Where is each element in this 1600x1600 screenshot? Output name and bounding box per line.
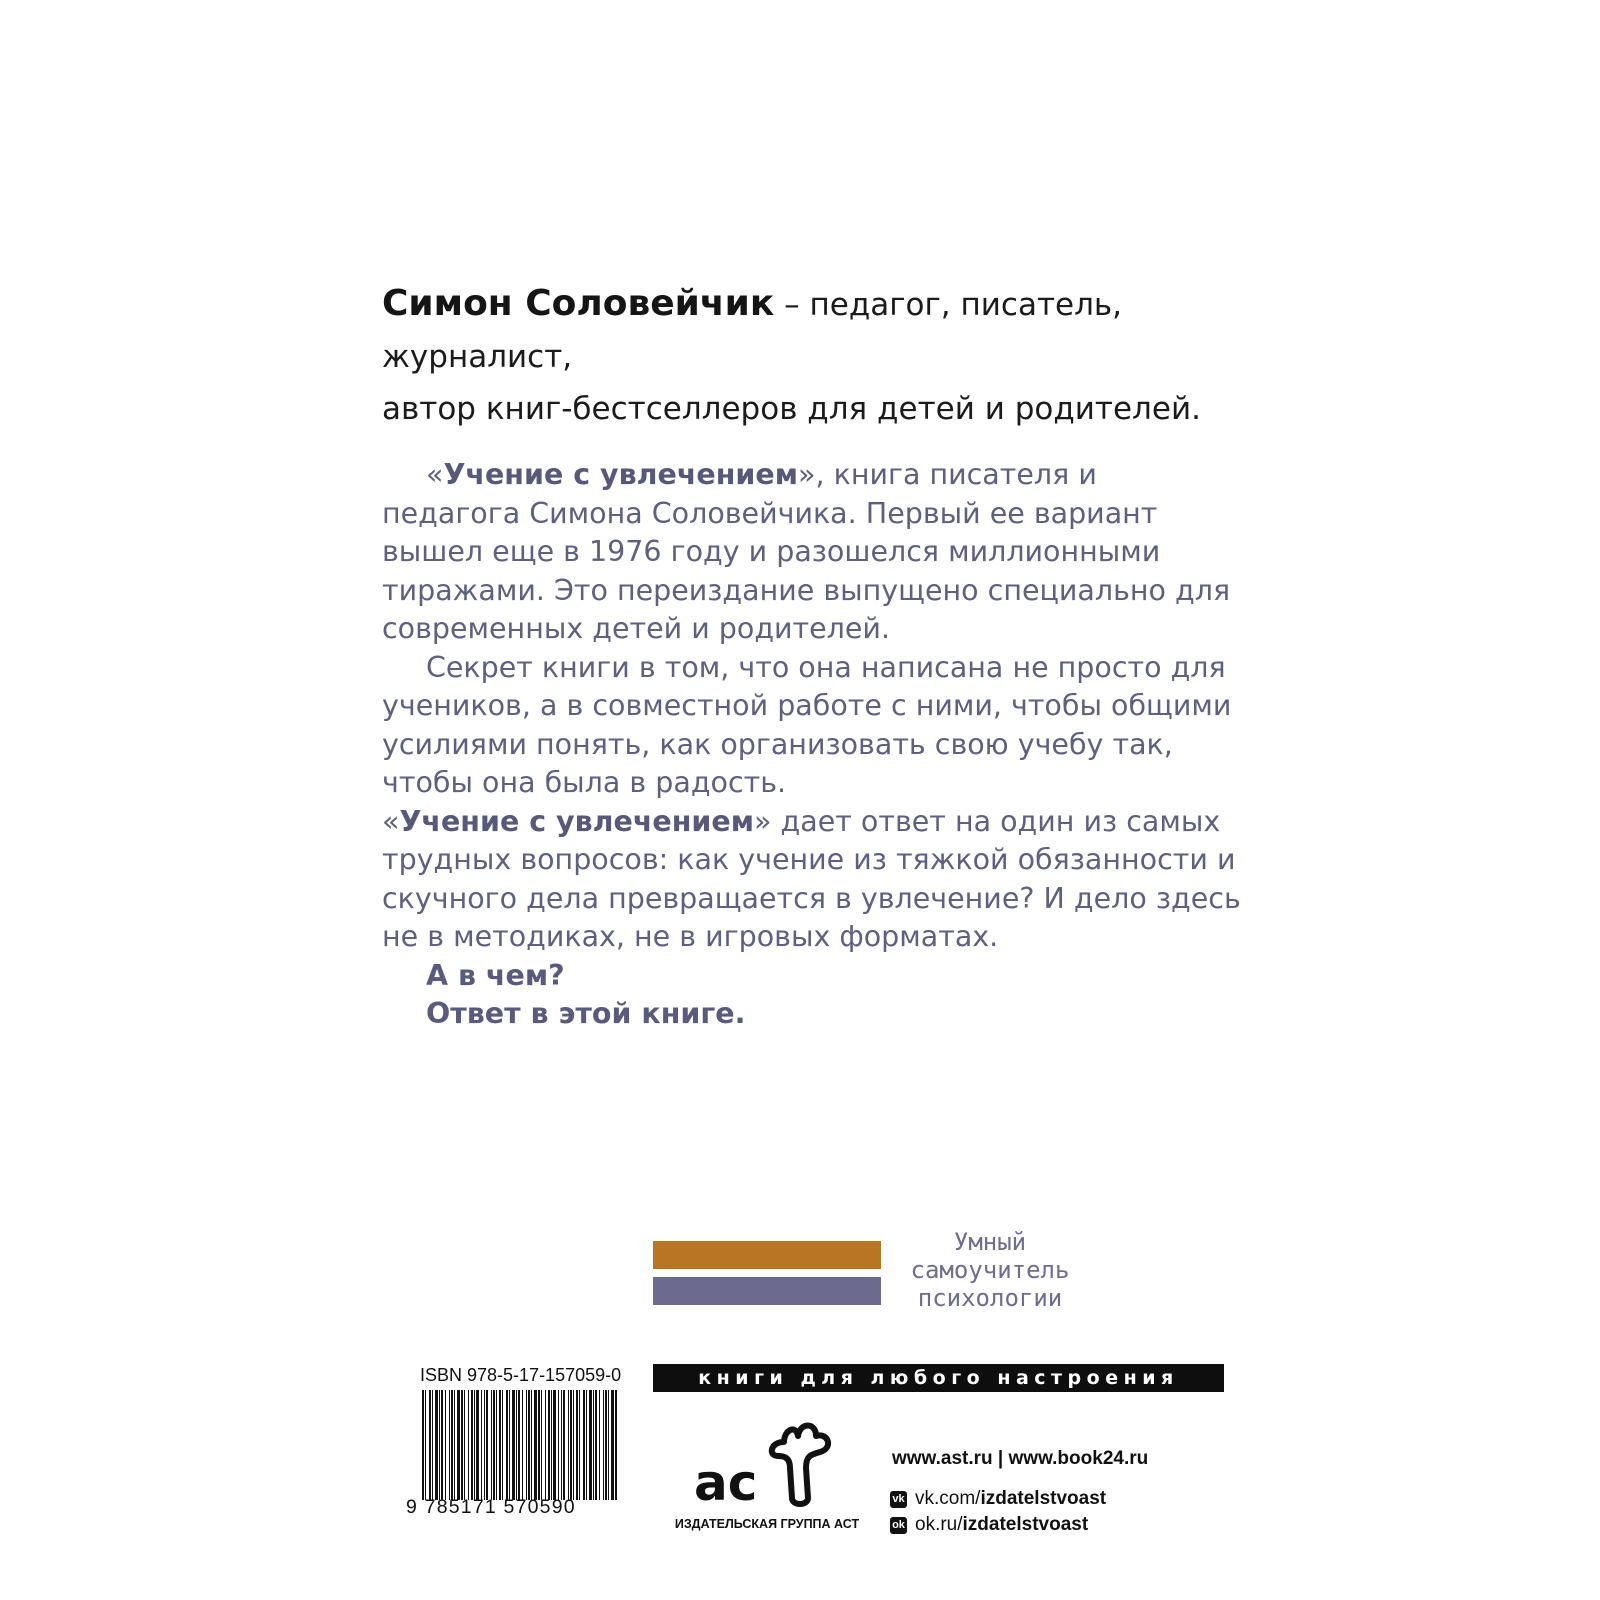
web-links[interactable]: www.ast.ru | www.book24.ru: [892, 1448, 1149, 1469]
barcode-bar: [509, 1390, 510, 1500]
barcode-bar: [551, 1390, 552, 1500]
barcode-bar: [534, 1390, 537, 1500]
barcode-bar: [615, 1390, 617, 1500]
series-line-1: Умный: [953, 1228, 1027, 1256]
barcode-bar: [471, 1390, 473, 1500]
ok-handle: izdatelstvoast: [962, 1514, 1089, 1535]
vk-prefix: vk.com/: [915, 1488, 981, 1509]
barcode-bar: [528, 1390, 530, 1500]
publisher-caption: ИЗДАТЕЛЬСКАЯ ГРУППА АСТ: [674, 1517, 860, 1531]
barcode-digits: 9 785171 570590: [406, 1496, 576, 1518]
barcode-bar: [538, 1390, 540, 1500]
book-title-bold: Учение с увлечением: [443, 458, 799, 491]
ok-link[interactable]: [890, 1514, 1088, 1536]
description-paragraph-3: [382, 803, 1242, 957]
barcode-bar: [541, 1390, 542, 1500]
question-line: А в чем?: [426, 958, 565, 992]
barcode-bar: [476, 1390, 479, 1500]
barcode-bar: [568, 1390, 569, 1500]
vk-link[interactable]: [890, 1488, 1106, 1510]
barcode-bar: [454, 1390, 455, 1500]
ast-logo-icon: [686, 1412, 836, 1512]
barcode-bar: [589, 1390, 592, 1500]
book-title-bold: Учение с увлечением: [399, 804, 755, 838]
description-paragraph-2: Секрет книги в том, что она написана не просто для учеников, а в совместной работе с ними, чтобы общими усилиями понять, как организовать свою учебу так, чтобы она была в радость.: [382, 650, 1232, 799]
isbn-label: ISBN 978-5-17-157059-0: [420, 1365, 622, 1385]
barcode-bar: [583, 1390, 585, 1500]
barcode-bar: [553, 1390, 556, 1500]
book-description: [382, 456, 1242, 1034]
ok-icon: ok: [890, 1517, 907, 1534]
open-quote: «: [382, 804, 400, 838]
barcode-bar: [573, 1390, 574, 1500]
series-bar-purple: [653, 1277, 881, 1305]
barcode-bar: [608, 1390, 609, 1500]
author-bio-line2: автор книг-бестселлеров для детей и родителей.: [382, 391, 1201, 427]
series-bar-orange: [653, 1241, 881, 1269]
barcode-bar: [561, 1390, 562, 1500]
barcode-bar: [548, 1390, 550, 1500]
barcode-bar: [506, 1390, 508, 1500]
barcode-bar: [599, 1390, 600, 1500]
barcode-bar: [545, 1390, 546, 1500]
vk-icon: vk: [890, 1491, 907, 1508]
barcode-bar: [468, 1390, 469, 1500]
barcode-bar: [595, 1390, 597, 1500]
description-paragraph-1: [382, 456, 1242, 649]
barcode-bar: [518, 1390, 520, 1500]
barcode-bar: [493, 1390, 495, 1500]
barcode-bar: [451, 1390, 453, 1500]
open-quote: «: [426, 458, 444, 491]
paragraph-1-text: », книга писателя и педагога Симона Соловейчика. Первый ее вариант вышел еще в 1976 году и разошелся миллионными тиражами. Это переиздание выпущено специально для современных детей и родителей.: [382, 458, 1231, 645]
series-line-2: самоучитель: [910, 1256, 1070, 1284]
barcode-bar: [441, 1390, 443, 1500]
author-bio-line1: – педагог, писатель, журналист,: [382, 287, 1123, 375]
author-bio: [382, 278, 1242, 435]
barcode-bar: [593, 1390, 594, 1500]
barcode-bar: [579, 1390, 580, 1500]
barcode-bar: [491, 1390, 492, 1500]
vk-handle: izdatelstvoast: [980, 1488, 1107, 1509]
barcode-bar: [474, 1390, 475, 1500]
series-name: [890, 1228, 1090, 1312]
author-name: Симон Соловейчик: [382, 283, 775, 324]
barcode-bar: [425, 1390, 426, 1500]
svg-text:ас: ас: [694, 1454, 758, 1512]
barcode-bar: [432, 1390, 433, 1500]
barcode-bar: [512, 1390, 515, 1500]
barcode-bar: [522, 1390, 523, 1500]
barcode-bar: [435, 1390, 438, 1500]
barcode-bar: [576, 1390, 578, 1500]
barcode-bar: [603, 1390, 604, 1500]
barcode-bar: [586, 1390, 587, 1500]
answer-line: Ответ в этой книге.: [426, 997, 746, 1030]
barcode-bar: [461, 1390, 463, 1500]
barcode-bar: [516, 1390, 517, 1500]
barcode-bar: [611, 1390, 614, 1500]
barcode-bar: [526, 1390, 527, 1500]
barcode-bar: [502, 1390, 503, 1500]
paragraph-3-text: » дает ответ на один из самых трудных вопросов: как учение из тяжкой обязанности и скучного дела превращается в увлечение? И дело здесь не в методиках, не в игровых форматах.: [382, 804, 1241, 953]
barcode-bar: [481, 1390, 482, 1500]
barcode-bar: [605, 1390, 607, 1500]
barcode-bar: [570, 1390, 572, 1500]
barcode-bar: [429, 1390, 431, 1500]
barcode-bar: [531, 1390, 532, 1500]
barcode-bar: [422, 1390, 424, 1500]
barcode-bar: [484, 1390, 485, 1500]
barcode-bar: [464, 1390, 465, 1500]
barcode-bar: [499, 1390, 501, 1500]
ok-prefix: ok.ru/: [915, 1514, 963, 1535]
barcode-bar: [563, 1390, 565, 1500]
barcode: [420, 1390, 620, 1500]
barcode-bar: [457, 1390, 460, 1500]
barcode-bar: [486, 1390, 488, 1500]
barcode-bar: [496, 1390, 497, 1500]
barcode-bar: [558, 1390, 559, 1500]
tagline-strip: книги для любого настроения здесь: [653, 1364, 1224, 1392]
barcode-bar: [439, 1390, 440, 1500]
barcode-bar: [445, 1390, 446, 1500]
series-line-3: психологии: [917, 1284, 1063, 1312]
barcode-bar: [449, 1390, 450, 1500]
